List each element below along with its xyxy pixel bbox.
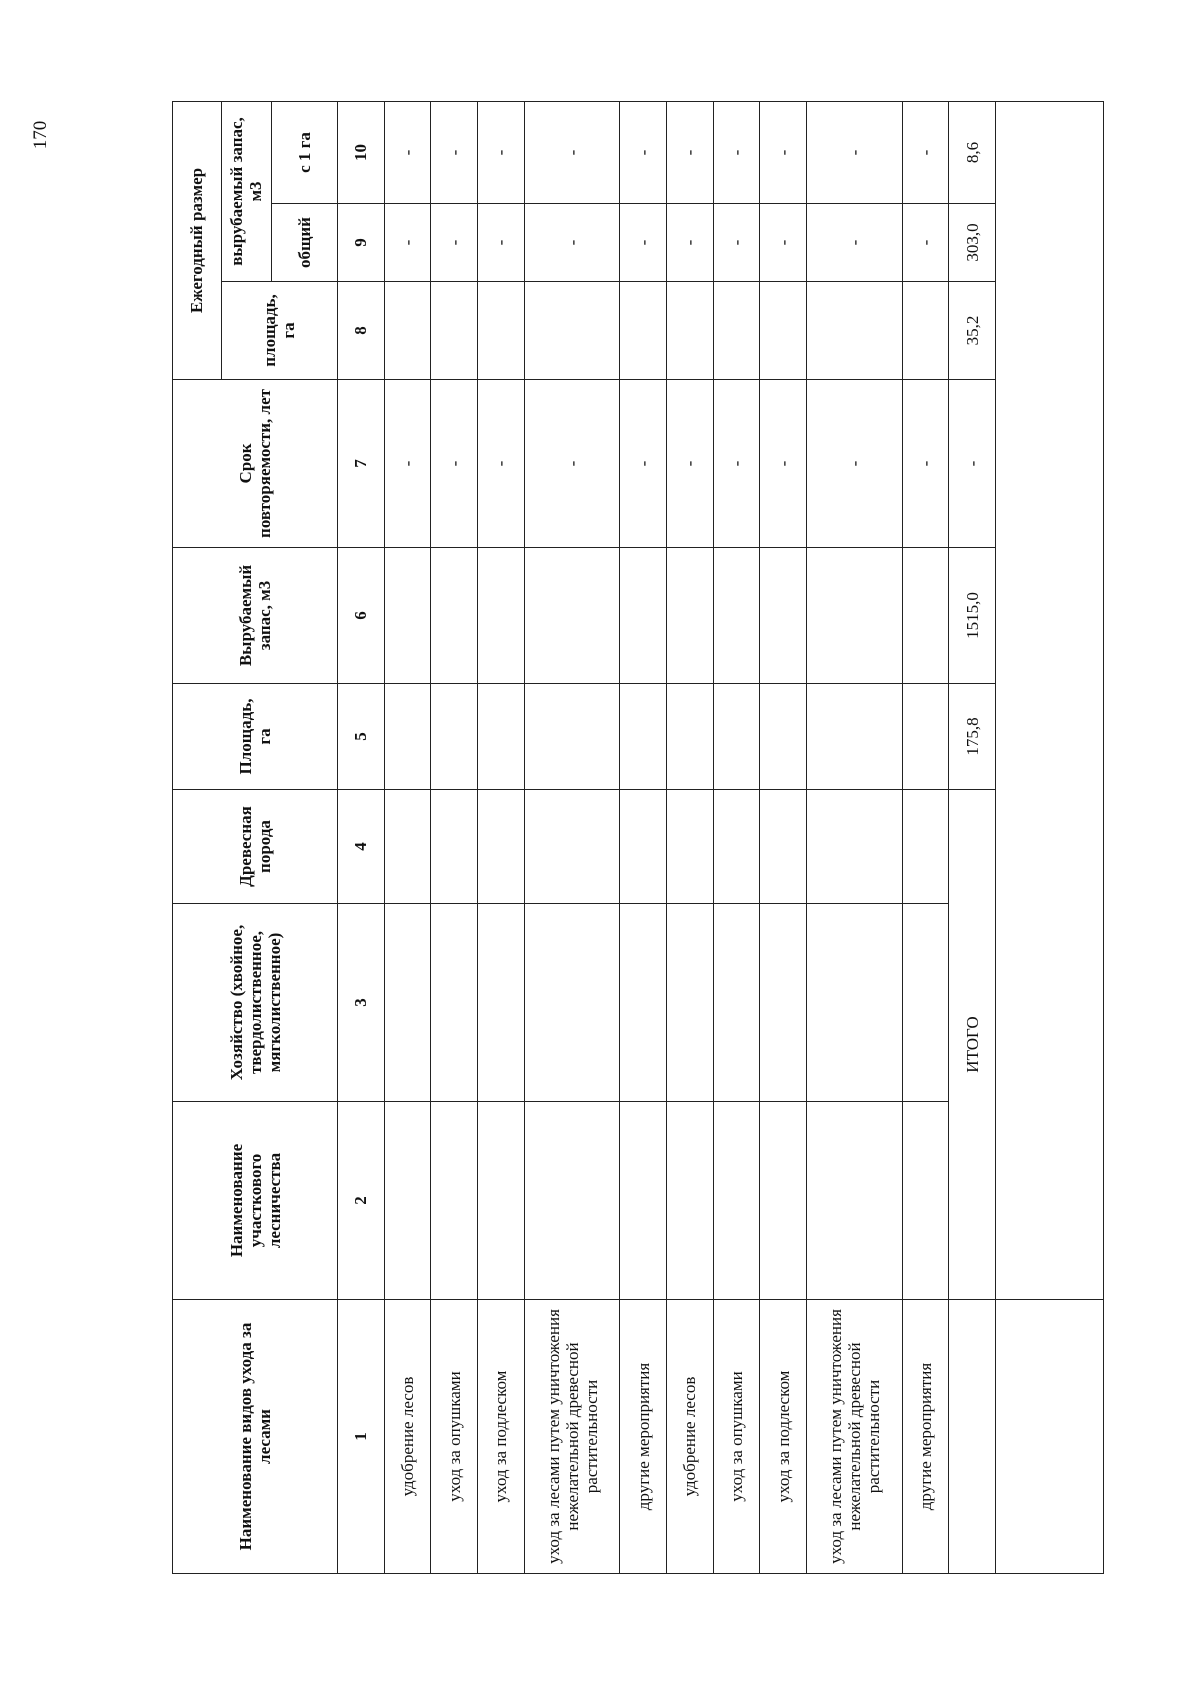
row-species (713, 790, 760, 904)
row-species (431, 790, 478, 904)
total-label: ИТОГО (949, 790, 996, 1300)
row-stock-per-ha: - (902, 101, 949, 203)
header-care-type: Наименование видов ухода за лесами (173, 1300, 338, 1574)
row-stock-per-ha: - (524, 101, 619, 203)
row-annual-area (524, 282, 619, 380)
column-number: 10 (338, 101, 385, 203)
row-species (620, 790, 667, 904)
header-stock-per-ha: с 1 га (271, 101, 337, 203)
row-species (524, 790, 619, 904)
row-care-type: уход за опушками (713, 1300, 760, 1574)
footer-blank-cell (996, 1300, 1104, 1574)
row-annual-area (713, 282, 760, 380)
row-stock (620, 548, 667, 684)
row-care-type: другие мероприятия (902, 1300, 949, 1574)
table-row (478, 101, 525, 1573)
column-number: 8 (338, 282, 385, 380)
column-number: 1 (338, 1300, 385, 1574)
row-economy (524, 904, 619, 1102)
row-economy (807, 904, 902, 1102)
row-stock (667, 548, 714, 684)
row-repeat-period: - (807, 380, 902, 548)
row-stock-total: - (431, 204, 478, 282)
row-repeat-period: - (713, 380, 760, 548)
row-stock-total: - (902, 204, 949, 282)
row-stock-total: - (478, 204, 525, 282)
row-stock-per-ha: - (807, 101, 902, 203)
row-area (667, 684, 714, 790)
header-forestry: Наименование участкового лесничества (173, 1102, 338, 1300)
row-stock-total: - (667, 204, 714, 282)
row-area (807, 684, 902, 790)
table-row (807, 101, 902, 1573)
row-economy (620, 904, 667, 1102)
row-annual-area (760, 282, 807, 380)
table-row (902, 101, 949, 1573)
row-stock-per-ha: - (713, 101, 760, 203)
row-species (667, 790, 714, 904)
header-stock-total: общий (271, 204, 337, 282)
column-number: 9 (338, 204, 385, 282)
row-economy (713, 904, 760, 1102)
row-care-type: уход за лесами путем уничтожения нежелательной древесной растительности (524, 1300, 619, 1574)
row-annual-area (431, 282, 478, 380)
row-care-type: удобрение лесов (667, 1300, 714, 1574)
row-annual-area (807, 282, 902, 380)
header-stock: Вырубаемый запас, м3 (173, 548, 338, 684)
row-stock (384, 548, 431, 684)
table-row (384, 101, 431, 1573)
row-repeat-period: - (620, 380, 667, 548)
row-stock-per-ha: - (478, 101, 525, 203)
column-number-row (338, 101, 385, 1573)
row-forestry (431, 1102, 478, 1300)
row-species (384, 790, 431, 904)
row-forestry (620, 1102, 667, 1300)
row-stock-total: - (620, 204, 667, 282)
row-stock (431, 548, 478, 684)
row-stock-per-ha: - (760, 101, 807, 203)
row-care-type: другие мероприятия (620, 1300, 667, 1574)
row-repeat-period: - (478, 380, 525, 548)
row-annual-area (667, 282, 714, 380)
row-stock (902, 548, 949, 684)
column-number: 5 (338, 684, 385, 790)
row-economy (431, 904, 478, 1102)
row-forestry (807, 1102, 902, 1300)
header-area: Площадь, га (173, 684, 338, 790)
row-area (478, 684, 525, 790)
header-annual-size: Ежегодный размер (173, 101, 222, 379)
row-stock (760, 548, 807, 684)
total-stock-per-ha: 8,6 (949, 101, 996, 203)
row-area (713, 684, 760, 790)
empty-footer-row (996, 101, 1104, 1573)
row-annual-area (620, 282, 667, 380)
row-forestry (902, 1102, 949, 1300)
row-stock-total: - (524, 204, 619, 282)
row-stock (478, 548, 525, 684)
row-area (620, 684, 667, 790)
rotated-table-container (172, 102, 1104, 1574)
table-row (620, 101, 667, 1573)
total-annual-area: 35,2 (949, 282, 996, 380)
row-repeat-period: - (760, 380, 807, 548)
row-economy (760, 904, 807, 1102)
row-forestry (384, 1102, 431, 1300)
row-stock-per-ha: - (667, 101, 714, 203)
header-row-1 (173, 101, 222, 1573)
total-repeat-period: - (949, 380, 996, 548)
row-annual-area (902, 282, 949, 380)
column-number: 7 (338, 380, 385, 548)
row-stock (524, 548, 619, 684)
row-care-type: уход за подлеском (478, 1300, 525, 1574)
total-stock-total: 303,0 (949, 204, 996, 282)
table-row (524, 101, 619, 1573)
row-care-type: удобрение лесов (384, 1300, 431, 1574)
table-row (713, 101, 760, 1573)
row-annual-area (384, 282, 431, 380)
row-stock-per-ha: - (384, 101, 431, 203)
row-stock-total: - (713, 204, 760, 282)
total-blank (949, 1300, 996, 1574)
column-number: 3 (338, 904, 385, 1102)
total-area: 175,8 (949, 684, 996, 790)
row-stock-total: - (760, 204, 807, 282)
row-economy (902, 904, 949, 1102)
page-number: 170 (30, 120, 51, 150)
row-repeat-period: - (431, 380, 478, 548)
row-area (431, 684, 478, 790)
row-area (384, 684, 431, 790)
row-care-type: уход за лесами путем уничтожения нежелательной древесной растительности (807, 1300, 902, 1574)
row-area (760, 684, 807, 790)
row-stock-per-ha: - (620, 101, 667, 203)
column-number: 6 (338, 548, 385, 684)
row-care-type: уход за опушками (431, 1300, 478, 1574)
row-stock-total: - (384, 204, 431, 282)
row-forestry (524, 1102, 619, 1300)
row-economy (478, 904, 525, 1102)
row-annual-area (478, 282, 525, 380)
total-stock: 1515,0 (949, 548, 996, 684)
table-row (431, 101, 478, 1573)
header-annual-stock: вырубаемый запас, м3 (221, 101, 271, 281)
row-area (524, 684, 619, 790)
footer-blank-span (996, 101, 1104, 1299)
header-annual-area: площадь, га (221, 282, 337, 380)
row-area (902, 684, 949, 790)
row-repeat-period: - (902, 380, 949, 548)
forest-care-table (172, 101, 1104, 1574)
row-economy (667, 904, 714, 1102)
total-row (949, 101, 996, 1573)
row-stock (713, 548, 760, 684)
row-species (807, 790, 902, 904)
row-repeat-period: - (384, 380, 431, 548)
column-number: 2 (338, 1102, 385, 1300)
row-economy (384, 904, 431, 1102)
row-species (478, 790, 525, 904)
row-repeat-period: - (667, 380, 714, 548)
table-row (760, 101, 807, 1573)
header-economy: Хозяйство (хвойное, твердолиственное, мягколиственное) (173, 904, 338, 1102)
row-forestry (667, 1102, 714, 1300)
row-care-type: уход за подлеском (760, 1300, 807, 1574)
header-species: Древесная порода (173, 790, 338, 904)
row-repeat-period: - (524, 380, 619, 548)
row-stock-per-ha: - (431, 101, 478, 203)
table-row (667, 101, 714, 1573)
row-stock (807, 548, 902, 684)
row-forestry (713, 1102, 760, 1300)
row-species (902, 790, 949, 904)
row-stock-total: - (807, 204, 902, 282)
row-forestry (760, 1102, 807, 1300)
header-repeat-period: Срок повторяемости, лет (173, 380, 338, 548)
row-forestry (478, 1102, 525, 1300)
column-number: 4 (338, 790, 385, 904)
row-species (760, 790, 807, 904)
